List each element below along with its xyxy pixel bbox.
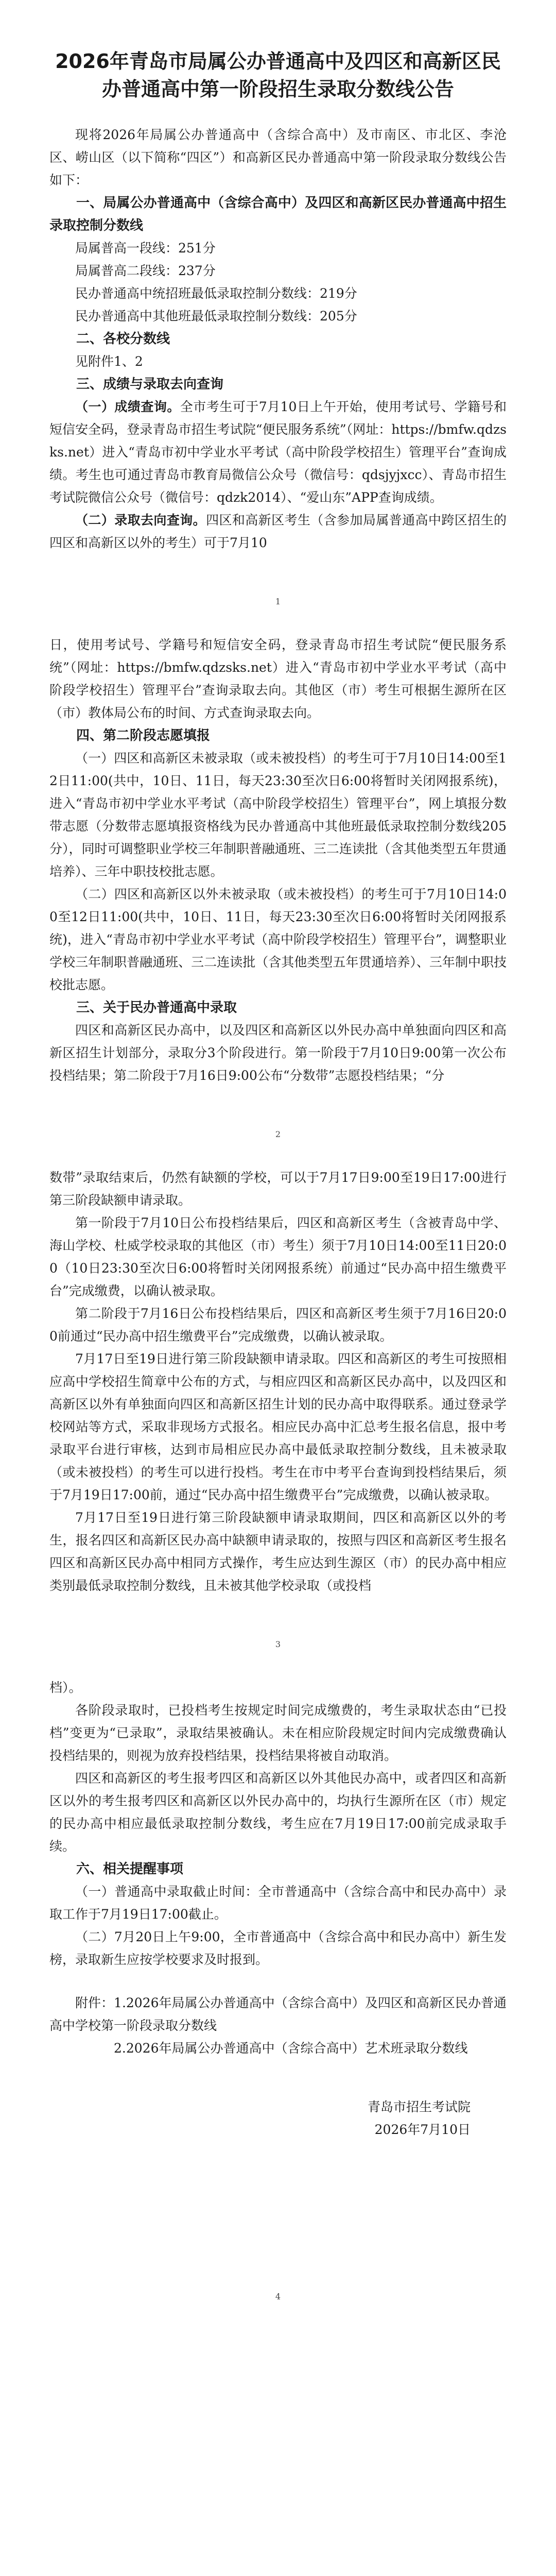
admission-query-paragraph — [49, 509, 507, 554]
attachment-2: 2.2026年局属公办普通高中（含综合高中）艺术班录取分数线 — [114, 2041, 468, 2056]
private-paragraph-3: 第二阶段于7月16日公布投档结果后，四区和高新区考生须于7月16日20:00前通过“民办高中招生缴费平台”完成缴费，以确认被录取。 — [49, 1306, 507, 1344]
score-line-4: 民办普通高中其他班最低录取控制分数线：205分 — [75, 309, 357, 324]
admission-query-text-b: 日，使用考试号、学籍号和短信安全码，登录青岛市招生考试院“便民服务系统”（网址：https://bmfw.qdzsks.net）进入“青岛市初中学业水平考试（高中阶段学校招生）管理平台”查询录取去向。其他区（市）考生可根据生源所在区（市）教体局公布的时间、方式查询录取去向。 — [49, 637, 507, 720]
private-paragraph-5b: 档）。 — [49, 1680, 82, 1695]
private-paragraph-4: 7月17日至19日进行第三阶段缺额申请录取。四区和高新区的考生可按照相应高中学校招生简章中公布的方式，与相应四区和高新区民办高中，以及四区和高新区以外有单独面向四区和高新区招生计划的民办高中取得联系。通过登录学校网站等方式，采取非现场方式报名。相应民办高中汇总考生报名信息，报中考录取平台进行审核，达到市局相应民办高中最低录取控制分数线，且未被录取（或未被投档）的考生可以进行投档。考生在市中考平台查询到投档结果后，须于7月19日17:00前，通过“民办高中招生缴费平台”完成缴费，以确认被录取。 — [49, 1351, 507, 1502]
score-line-2: 局属普高二段线：237分 — [75, 263, 216, 278]
page-number-2: 2 — [275, 1129, 281, 1139]
section-6-heading: 六、相关提醒事项 — [76, 1861, 184, 1877]
phase2-paragraph-2: （二）四区和高新区以外未被录取（或未被投档）的考生可于7月10日14:00至12日11:00(共中，10日、11日，每天23:30至次日6:00将暂时关闭网报系统)，进入“青岛市初中学业水平考试（高中阶段学校招生）管理平台”，调整职业学校三年制职普融通班、三二连读批（含其他类型五年贯通培养）、三年制中职技校批志愿。 — [49, 887, 507, 992]
section-2-text: 见附件1、2 — [75, 354, 143, 369]
section-4-heading: 四、第二阶段志愿填报 — [76, 728, 211, 743]
private-paragraph-7: 四区和高新区的考生报考四区和高新区以外其他民办高中，或者四区和高新区以外的考生报考四区和高新区以外民办高中的，均执行生源所在区（市）规定的民办高中相应最低录取控制分数线，考生应在7月19日17:00前完成录取手续。 — [49, 1771, 507, 1854]
private-paragraph-2: 第一阶段于7月10日公布投档结果后，四区和高新区考生（含被青岛中学、海山学校、杜威学校录取的其他区（市）考生）须于7月10日14:00至11日20:00（10日23:30至次日6:00将暂时关闭网报系统）前通过“民办高中招生缴费平台”完成缴费，以确认被录取。 — [49, 1215, 507, 1298]
section-5-heading: 三、关于民办普通高中录取 — [76, 1000, 237, 1015]
private-paragraph-1b: 数带”录取结束后，仍然有缺额的学校，可以于7月17日9:00至19日17:00进行第三阶段缺额申请录取。 — [49, 1170, 507, 1208]
private-paragraph-5a: 7月17日至19日进行第三阶段缺额申请录取期间，四区和高新区以外的考生，报名四区和高新区民办高中缺额申请录取的，按照与四区和高新区考生报名四区和高新区民办高中相同方式操作，考生应达到生源区（市）的民办高中相应类别最低录取控制分数线，且未被其他学校录取（或投档 — [49, 1510, 507, 1593]
section-1-heading: 一、局属公办普通高中（含综合高中）及四区和高新区民办普通高中招生录取控制分数线 — [49, 195, 507, 233]
phase2-paragraph-1: （一）四区和高新区未被录取（或未被投档）的考生可于7月10日14:00至12日11:00(共中，10日、11日，每天23:30至次日6:00将暂时关闭网报系统)，进入“青岛市初中学业水平考试（高中阶段学校招生）管理平台”，网上填报分数带志愿（分数带志愿填报资格线为民办普通高中其他班最低录取控制分数线205分），同时可调整职业学校三年制职普融通班、三二连读批（含其他类型五年贯通培养）、三年中职技校批志愿。 — [49, 751, 507, 879]
intro-paragraph: 现将2026年局属公办普通高中（含综合高中）及市南区、市北区、李沧区、崂山区（以下简称“四区”）和高新区民办普通高中第一阶段录取分数线公告如下： — [49, 127, 507, 188]
page-number-4: 4 — [275, 2292, 281, 2301]
score-line-3: 民办普通高中统招班最低录取控制分数线：219分 — [75, 286, 357, 301]
signature-date: 2026年7月10日 — [374, 2122, 471, 2137]
page-title: 2026年青岛市局属公办普通高中及四区和高新区民办普通高中第一阶段招生录取分数线公告 — [55, 50, 501, 100]
page-number-1: 1 — [275, 597, 281, 606]
section-3-heading: 三、成绩与录取去向查询 — [76, 377, 224, 392]
private-paragraph-1a: 四区和高新区民办高中，以及四区和高新区以外民办高中单独面向四区和高新区招生计划部分，录取分3个阶段进行。第一阶段于7月10日9:00第一次公布投档结果；第二阶段于7月16日9:00公布“分数带”志愿投档结果；“分 — [49, 1023, 507, 1083]
reminder-paragraph-2: （二）7月20日上午9:00，全市普通高中（含综合高中和民办高中）新生发榜，录取新生应按学校要求及时报到。 — [49, 1929, 507, 1967]
private-paragraph-6: 各阶段录取时，已投档考生按规定时间完成缴费的，考生录取状态由“已投档”变更为“已录取”，录取结果被确认。未在相应阶段规定时间内完成缴费确认投档结果的，则视为放弃投档结果，投档结果将被自动取消。 — [49, 1703, 507, 1763]
results-query-label: （一）成绩查询。 — [75, 399, 180, 414]
reminder-paragraph-1: （一）普通高中录取截止时间：全市普通高中（含综合高中和民办高中）录取工作于7月19日17:00截止。 — [49, 1884, 507, 1922]
signature-org: 青岛市招生考试院 — [367, 2099, 471, 2114]
admission-query-text-a: 四区和高新区考生（含参加局属普通高中跨区招生的四区和高新区以外的考生）可于7月10 — [49, 513, 507, 550]
admission-query-label: （二）录取去向查询。 — [75, 513, 206, 528]
section-2-heading: 二、各校分数线 — [76, 331, 170, 347]
page-number-3: 3 — [275, 1639, 281, 1649]
attachment-1: 附件：1.2026年局属公办普通高中（含综合高中）及四区和高新区民办普通高中学校第一阶段录取分数线 — [49, 1995, 507, 2033]
results-query-paragraph — [49, 396, 507, 509]
results-query-text: 全市考生可于7月10日上午开始，使用考试号、学籍号和短信安全码，登录青岛市招生考试院“便民服务系统”（网址：https://bmfw.qdzsks.net）进入“青岛市初中学业水平考试（高中阶段学校招生）管理平台”查询成绩。考生也可通过青岛市教育局微信公众号（微信号：qdsjyjxcc）、青岛市招生考试院微信公众号（微信号：qdzk2014）、“爱山东”APP查询成绩。 — [49, 399, 507, 505]
score-line-1: 局属普高一段线：251分 — [75, 241, 216, 256]
